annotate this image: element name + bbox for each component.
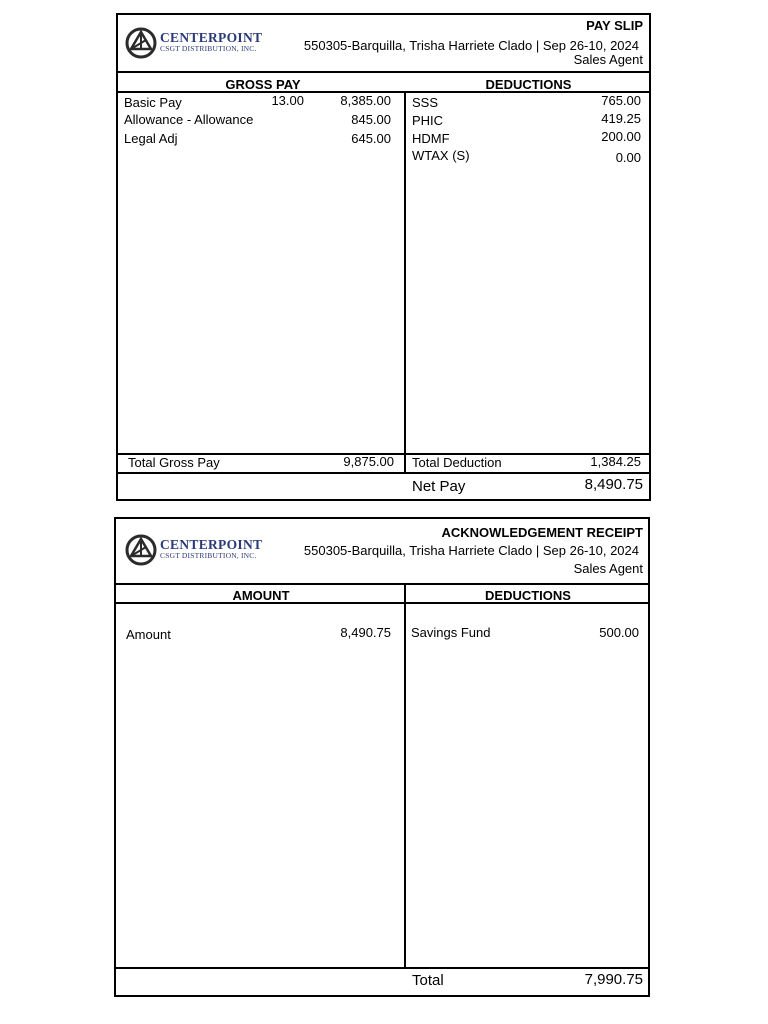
- total-label: Total: [412, 972, 444, 989]
- total-gross-value: 9,875.00: [343, 454, 394, 469]
- receipt-title: ACKNOWLEDGEMENT RECEIPT: [441, 525, 643, 540]
- gross-item-amount: 8,385.00: [340, 93, 391, 108]
- divider: [114, 602, 650, 604]
- receipt-position: Sales Agent: [573, 561, 643, 576]
- company-name: CENTERPOINT: [160, 30, 263, 45]
- divider: [116, 472, 651, 474]
- deduction-item-amount: 419.25: [601, 111, 641, 126]
- receipt-deductions-header: DEDUCTIONS: [485, 588, 571, 603]
- deduction-item-label: WTAX (S): [412, 148, 470, 163]
- deduction-item-label: SSS: [412, 95, 439, 110]
- centerpoint-logo-icon: [124, 534, 158, 566]
- company-subname: CSGT DISTRIBUTION, INC.: [160, 551, 257, 560]
- gross-pay-header: GROSS PAY: [225, 77, 301, 92]
- total-gross-label: Total Gross Pay: [128, 455, 220, 470]
- gross-item-amount: 845.00: [351, 112, 391, 127]
- gross-item-label: Basic Pay: [124, 95, 182, 110]
- gross-item-qty: 13.00: [271, 93, 304, 108]
- deduction-item-amount: 200.00: [601, 129, 641, 144]
- amount-header: AMOUNT: [232, 588, 290, 603]
- payslip-employee-line: 550305-Barquilla, Trisha Harriete Clado | Sep 26-10, 2024: [303, 38, 639, 53]
- receipt-deduction-label: Savings Fund: [411, 625, 491, 640]
- total-deduction-label: Total Deduction: [412, 455, 502, 470]
- total-value: 7,990.75: [584, 971, 643, 988]
- total-deduction-value: 1,384.25: [590, 454, 641, 469]
- payslip-position: Sales Agent: [573, 52, 643, 67]
- divider: [116, 71, 651, 73]
- gross-item-label: Allowance - Allowance: [124, 112, 254, 127]
- payslip-deductions-header: DEDUCTIONS: [485, 77, 572, 92]
- receipt-deduction-value: 500.00: [599, 625, 639, 640]
- centerpoint-logo-icon: [124, 27, 158, 59]
- divider: [114, 967, 650, 969]
- gross-item-amount: 645.00: [351, 131, 391, 146]
- column-divider: [404, 583, 406, 969]
- divider: [114, 583, 650, 585]
- column-divider: [404, 91, 406, 474]
- deduction-item-amount: 765.00: [601, 93, 641, 108]
- amount-label: Amount: [126, 627, 171, 642]
- receipt-employee-line: 550305-Barquilla, Trisha Harriete Clado | Sep 26-10, 2024: [303, 543, 639, 558]
- net-pay-value: 8,490.75: [584, 476, 643, 493]
- net-pay-label: Net Pay: [412, 478, 466, 495]
- deduction-item-label: HDMF: [412, 131, 450, 146]
- amount-value: 8,490.75: [340, 625, 391, 640]
- gross-item-label: Legal Adj: [124, 131, 178, 146]
- deduction-item-amount: 0.00: [615, 150, 641, 165]
- company-name: CENTERPOINT: [160, 537, 263, 552]
- company-subname: CSGT DISTRIBUTION, INC.: [160, 44, 257, 53]
- payslip-title: PAY SLIP: [586, 18, 643, 33]
- deduction-item-label: PHIC: [412, 113, 444, 128]
